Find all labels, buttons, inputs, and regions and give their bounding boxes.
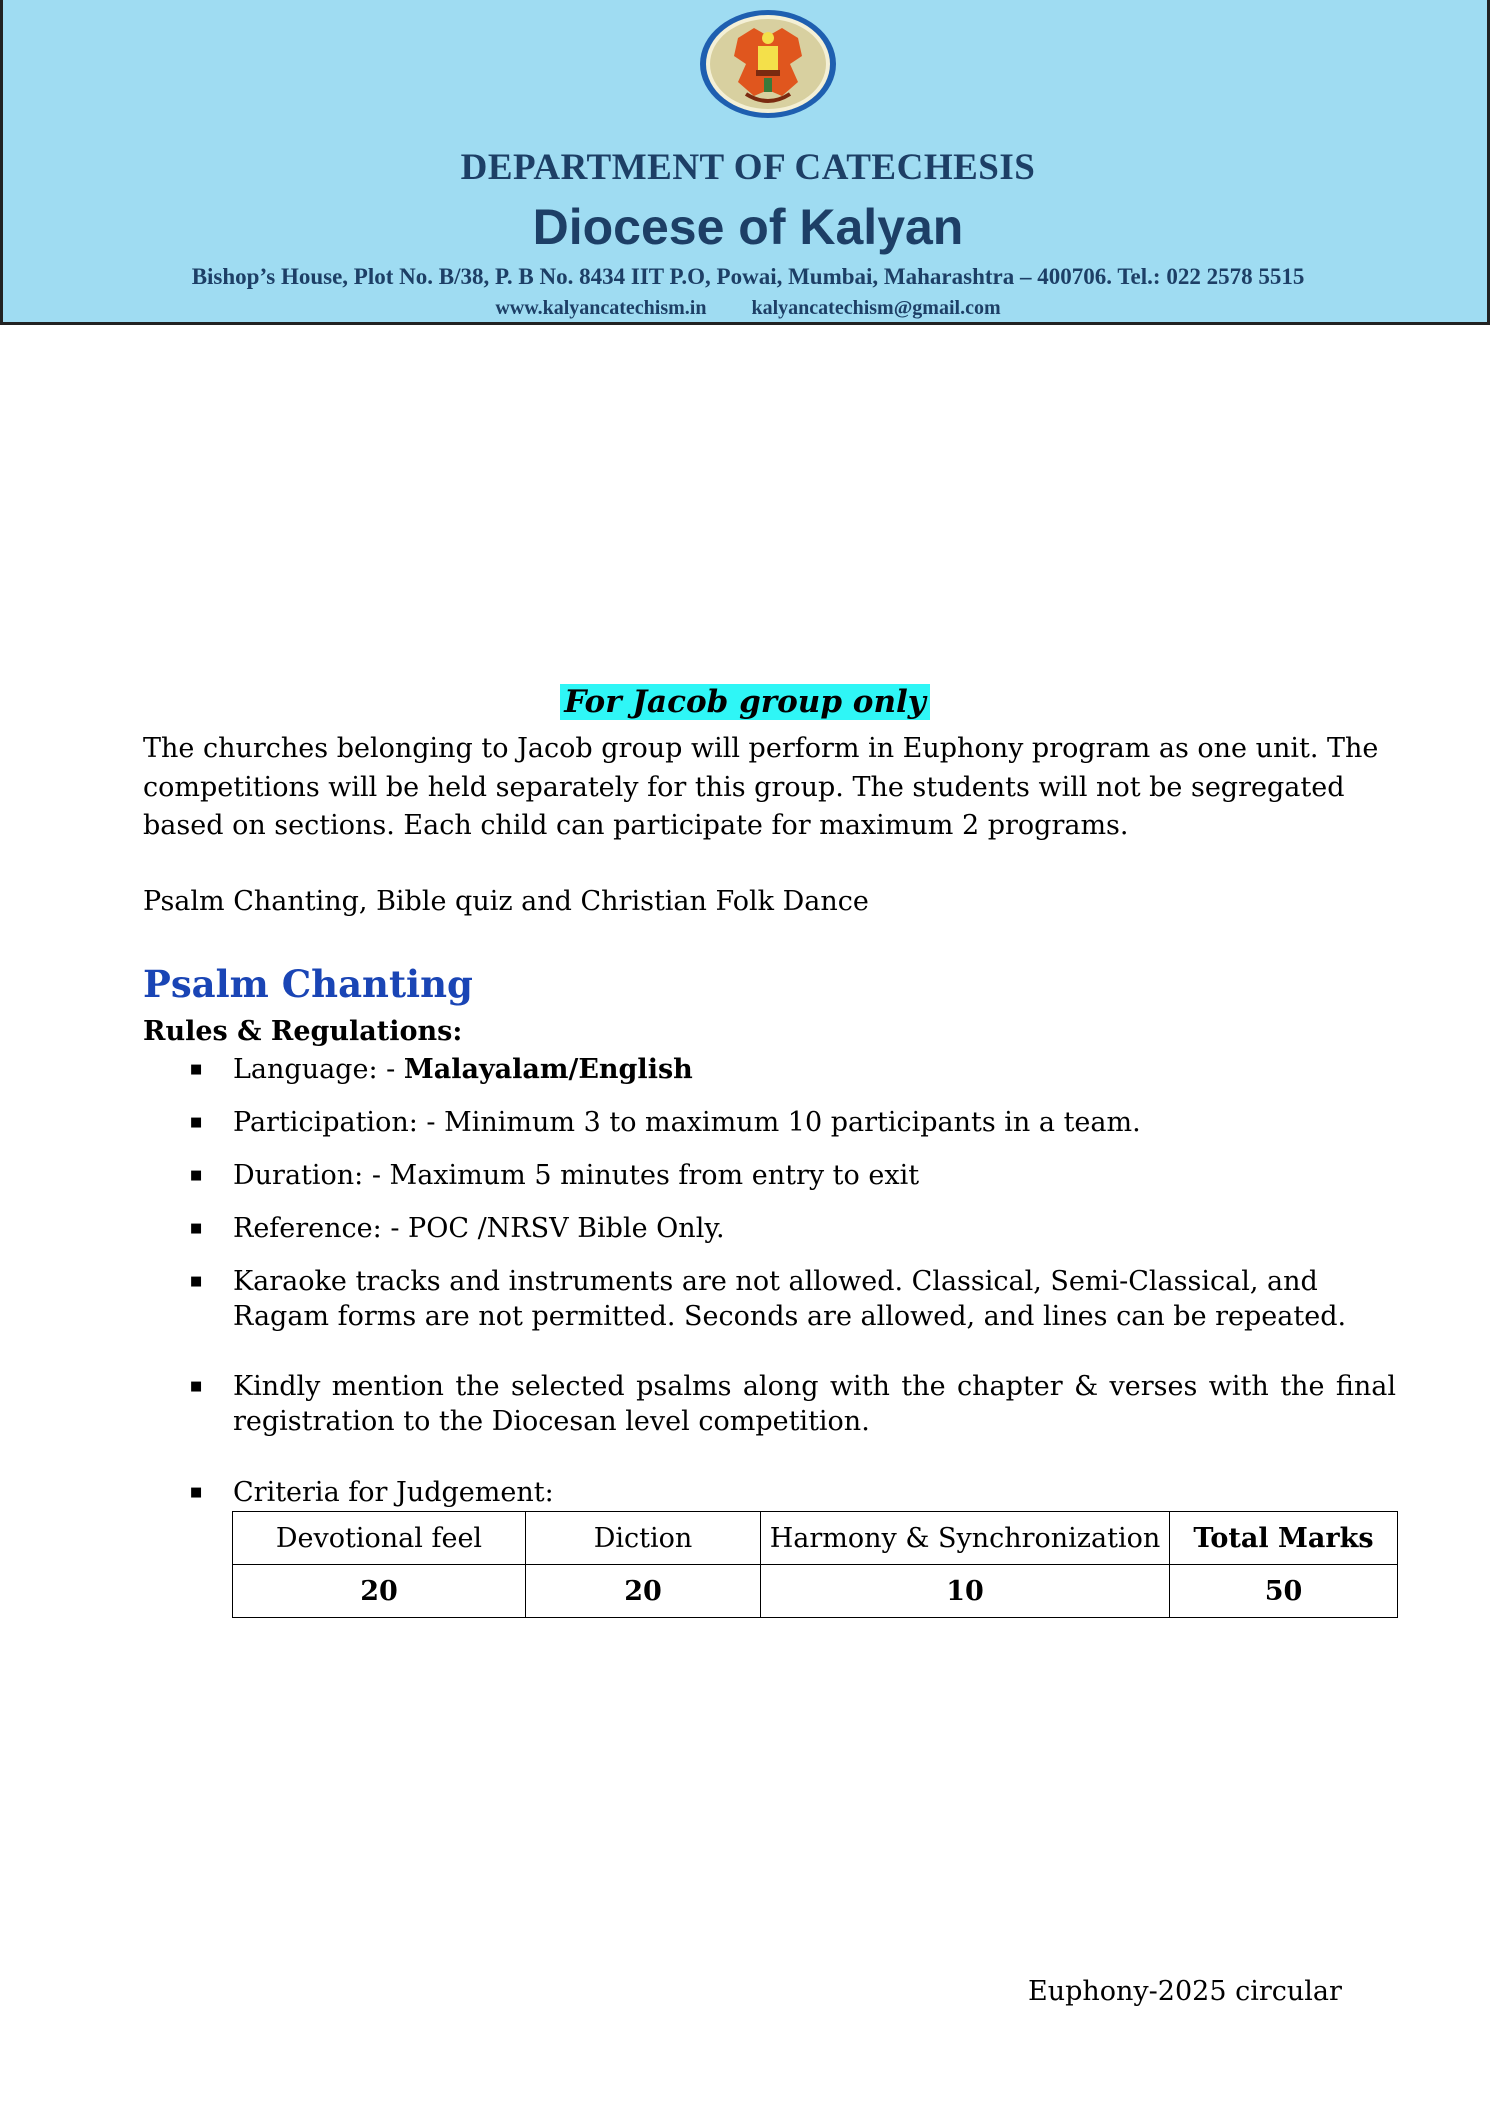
bullet-icon: ■ [190, 1115, 203, 1130]
value-diction: 20 [526, 1565, 761, 1618]
rules-heading: Rules & Regulations: [143, 1016, 463, 1047]
email-link[interactable]: kalyancatechism@gmail.com [751, 297, 1001, 319]
rule-duration: Duration: - Maximum 5 minutes from entry to exit [233, 1160, 920, 1191]
header-diction: Diction [526, 1512, 761, 1565]
table-header-row [233, 1512, 1398, 1565]
bullet-icon: ■ [190, 1379, 203, 1394]
bullet-icon: ■ [190, 1062, 203, 1077]
contact-line [3, 297, 1490, 320]
jacob-group-heading [0, 684, 1490, 720]
bullet-icon: ■ [190, 1221, 203, 1236]
value-harmony: 10 [761, 1565, 1170, 1618]
rule-language [233, 1052, 1396, 1087]
rule-participation: Participation: - Minimum 3 to maximum 10 participants in a team. [233, 1107, 1141, 1138]
department-title: DEPARTMENT OF CATECHESIS [460, 147, 1036, 188]
footer-circular-label: Euphony-2025 circular [1028, 1976, 1342, 2007]
address-line: Bishop’s House, Plot No. B/38, P. B No. 8434 IIT P.O, Powai, Mumbai, Maharashtra – 400706. Tel.: 022 2578 5515 [191, 264, 1305, 289]
rule-criteria: Criteria for Judgement: [233, 1477, 554, 1508]
diocese-title: Diocese of Kalyan [532, 199, 964, 255]
rule-language-label: Language: - [233, 1054, 404, 1085]
value-total-marks: 50 [1170, 1565, 1398, 1618]
letterhead-banner [0, 0, 1490, 325]
bullet-icon: ■ [190, 1168, 203, 1183]
value-devotional-feel: 20 [233, 1565, 526, 1618]
programs-list: Psalm Chanting, Bible quiz and Christian Folk Dance [143, 886, 869, 917]
header-harmony: Harmony & Synchronization [761, 1512, 1170, 1565]
judgement-criteria-table [232, 1511, 1398, 1618]
jacob-intro-paragraph: The churches belonging to Jacob group will perform in Euphony program as one unit. The competitions will be held separately for this group. The students will not be segregated based on sections. Each child can participate for maximum 2 programs. [143, 733, 1379, 841]
rule-karaoke: Karaoke tracks and instruments are not allowed. Classical, Semi-Classical, and Ragam forms are not permitted. Seconds are allowed, and lines can be repeated. [233, 1266, 1347, 1332]
bullet-icon: ■ [190, 1485, 203, 1500]
rule-reference: Reference: - POC /NRSV Bible Only. [233, 1213, 725, 1244]
table-row [233, 1565, 1398, 1618]
bullet-icon: ■ [190, 1274, 203, 1289]
jacob-group-heading-text: For Jacob group only [560, 684, 930, 720]
header-total-marks: Total Marks [1170, 1512, 1398, 1565]
psalm-chanting-heading: Psalm Chanting [143, 962, 473, 1006]
rule-mention-psalms: Kindly mention the selected psalms along with the chapter & verses with the final registration to the Diocesan level competition. [233, 1371, 1396, 1437]
header-devotional-feel: Devotional feel [233, 1512, 526, 1565]
website-link[interactable]: www.kalyancatechism.in [495, 297, 707, 319]
rule-language-value: Malayalam/English [403, 1054, 693, 1085]
diocese-emblem-icon [698, 8, 838, 120]
